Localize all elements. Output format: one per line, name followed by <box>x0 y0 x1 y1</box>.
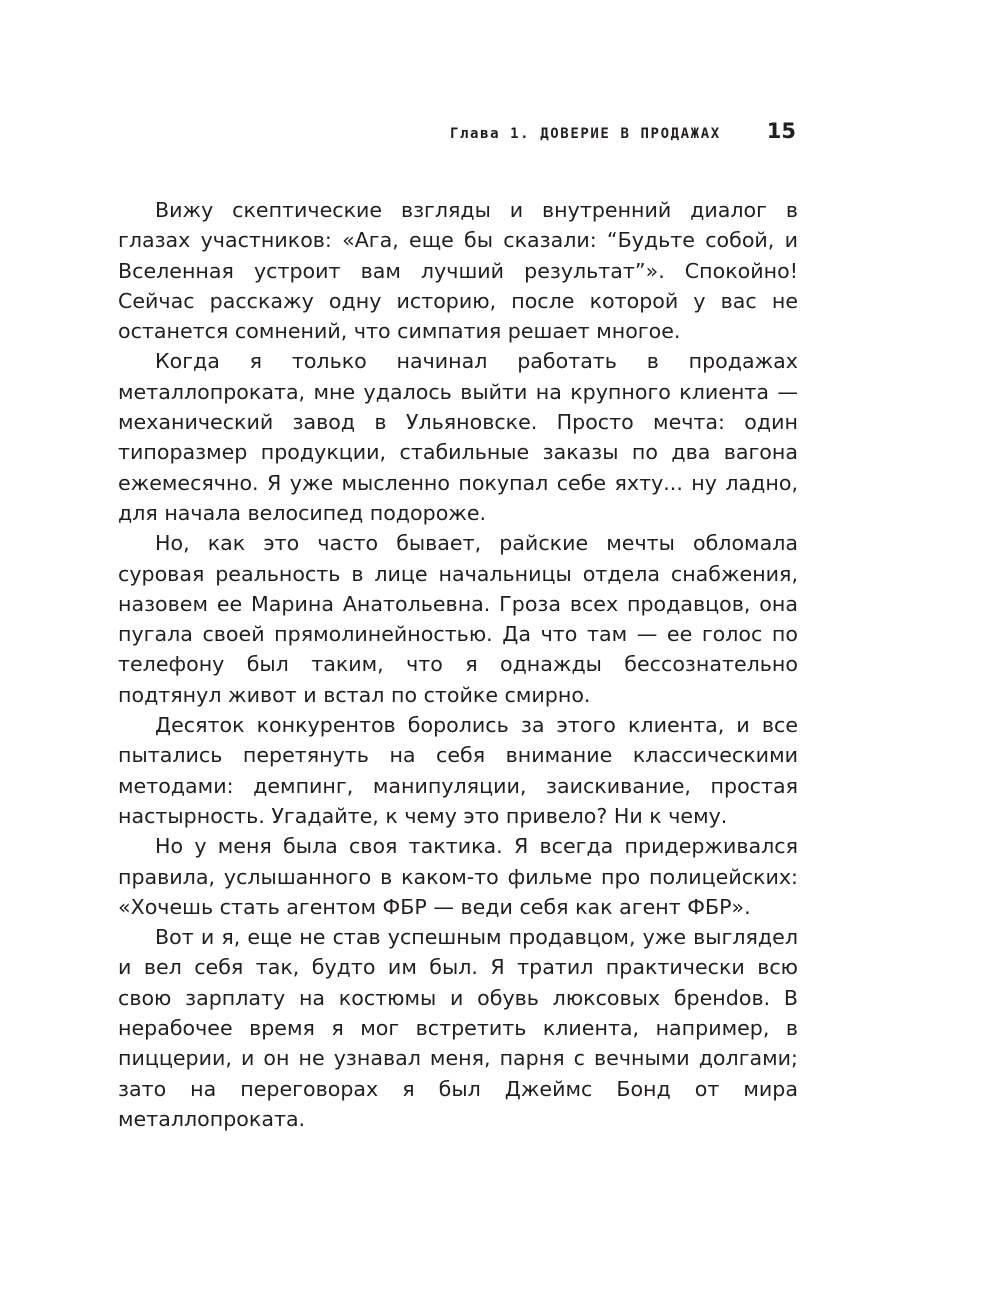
running-header <box>450 119 796 143</box>
paragraph: Десяток конкурентов боролись за этого клиента, и все пытались перетянуть на себя внимание классическими методами: демпинг, манипуляции, заискивание, простая настырность. Угадайте, к чему это привело? Ни к чему. <box>118 713 798 828</box>
paragraph: Но, как это часто бывает, райские мечты обломала суровая реальность в лице начальницы отдела снабжения, назовем ее Марина Анатольевна. Гроза всех продавцов, она пугала своей прямолинейностью. Да что там — ее голос по телефону был таким, что я однажды бессознательно подтянул живот и встал по стойке смирно. <box>118 531 798 707</box>
chapter-title: Глава 1. ДОВЕРИЕ В ПРОДАЖАХ <box>449 126 721 142</box>
body-text <box>118 195 798 1134</box>
paragraph: Когда я только начинал работать в продажах металлопроката, мне удалось выйти на крупного клиента — механический завод в Ульяновске. Просто мечта: один типоразмер продукции, стабильные заказы по два вагона ежемесячно. Я уже мысленно покупал себе яхту... ну ладно, для начала велосипед подороже. <box>118 349 798 525</box>
paragraph: Но у меня была своя тактика. Я всегда придерживался правила, услышанного в каком-то фильме про полицейских: «Хочешь стать агентом ФБР — веди себя как агент ФБР». <box>118 834 798 919</box>
paragraph: Вижу скептические взгляды и внутренний диалог в глазах участников: «Ага, еще бы сказали: “Будьте собой, и Вселенная устроит вам лучший результат”». Спокойно! Сейчас расскажу одну историю, после которой у вас не останется сомнений, что симпатия решает многое. <box>118 198 798 344</box>
paragraph: Вот и я, еще не став успешным продавцом, уже выглядел и вел себя так, будто им был. Я тратил практически всю свою зарплату на костюмы и обувь люксовых бренdов. В нерабочее время я мог встретить клиента, например, в пиццерии, и он не узнавал меня, парня с вечными долгами; зато на переговорах я был Джеймс Бонд от мира металлопроката. <box>118 925 798 1131</box>
page-number: 15 <box>766 119 796 143</box>
